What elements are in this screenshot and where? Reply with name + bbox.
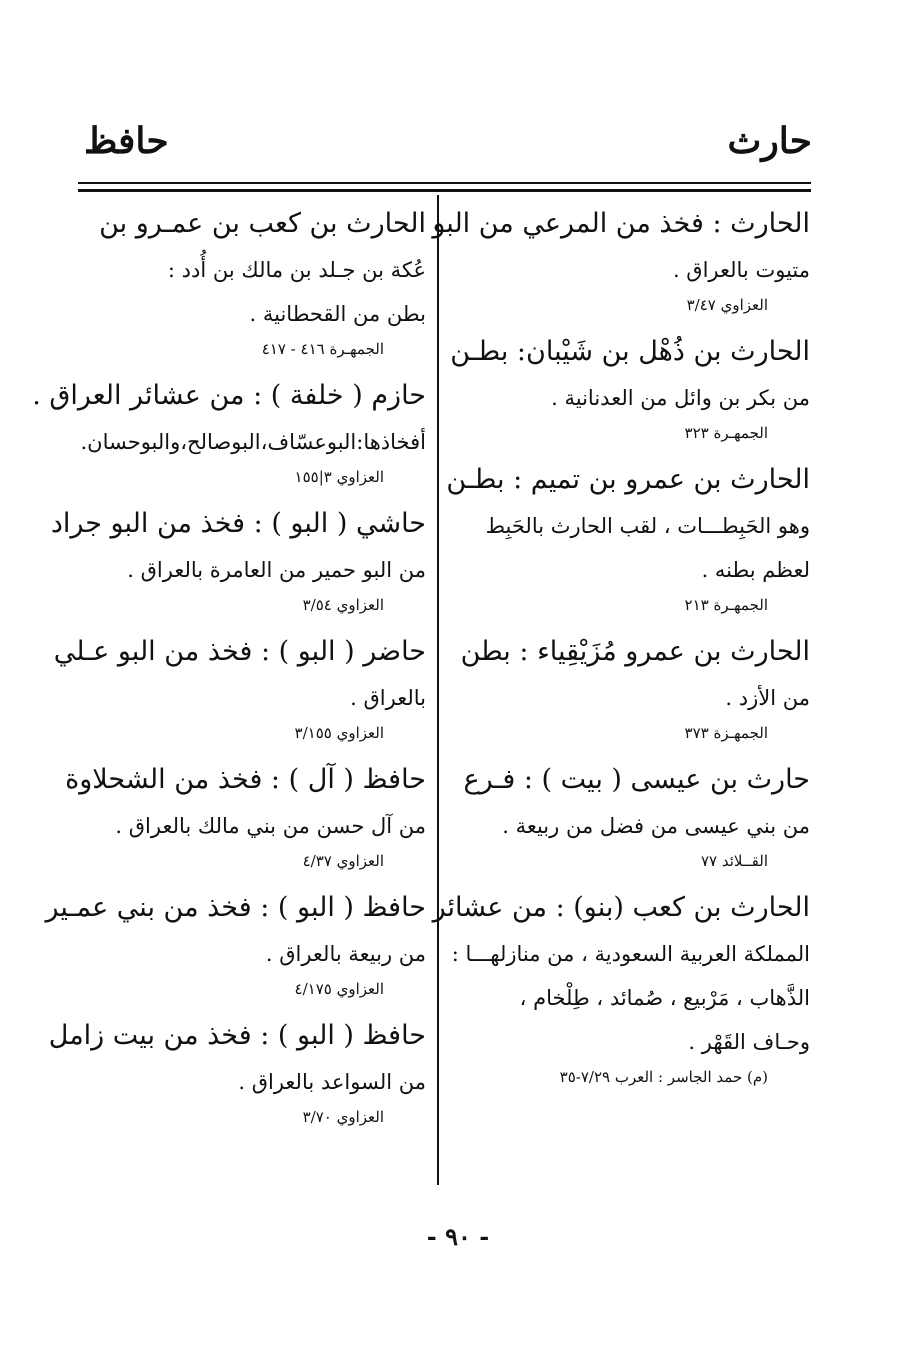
entry-text-line: من البو حمير من العامرة بالعراق . xyxy=(127,558,426,582)
dictionary-entry xyxy=(80,200,426,362)
entry-heading-line: حاضر ( البو ) : فخذ من البو عـلي xyxy=(53,636,426,667)
entry-text-line: بالعراق . xyxy=(350,686,426,710)
entry-heading-line: الحارث : فخذ من المرعي من البو xyxy=(432,208,810,239)
entry-heading-line: الحارث بن كعب بن عمـرو بن xyxy=(99,208,426,239)
entry-reference: العزاوي ٤/٣٧ xyxy=(302,852,384,870)
dictionary-entry xyxy=(65,756,426,874)
dictionary-entry xyxy=(53,628,426,746)
entry-reference: العزاوي ٣/٥٤ xyxy=(302,596,384,614)
entry-reference: الجمهـرة ٢١٣ xyxy=(684,596,768,614)
header-rule-thin xyxy=(78,182,811,184)
entry-text-line: من بكر بن وائل من العدنانية . xyxy=(551,386,810,410)
guide-word-right: حارث xyxy=(727,120,812,162)
entry-heading-line: حازم ( خلفة ) : من عشائر العراق . xyxy=(32,380,426,411)
entry-text-line: عُكة بن جـلد بن مالك بن أُدد : xyxy=(167,258,426,282)
header-rule-thick xyxy=(78,189,811,192)
entry-text-line: وهو الحَبِطـــات ، لقب الحارث بالحَبِط xyxy=(485,514,810,538)
entry-text-line: الذَّهاب ، مَرْبيع ، صُمائد ، طِلْخام ، xyxy=(519,986,810,1010)
entry-heading-line: الحارث بن عمرو مُزَيْقِياء : بطن xyxy=(460,636,810,667)
entry-text-line: بطن من القحطانية . xyxy=(249,302,426,326)
column-divider xyxy=(437,195,439,1185)
entry-text-line: من السواعد بالعراق . xyxy=(238,1070,426,1094)
entry-text-line: من الأزد . xyxy=(725,686,810,710)
entry-heading-line: حافظ ( البو ) : فخذ من بيت زامل xyxy=(48,1020,426,1051)
entry-reference: الجمهـزة ٣٧٣ xyxy=(684,724,768,742)
dictionary-entry xyxy=(432,200,810,318)
entry-reference: العزاوي ٣/٤٧ xyxy=(686,296,768,314)
entry-heading-line: الحارث بن ذُهْل بن شَيْبان: بطـن xyxy=(450,336,810,367)
dictionary-entry xyxy=(50,500,426,618)
entry-heading-line: الحارث بن عمرو بن تميم : بطـن xyxy=(446,464,810,495)
entry-reference: الجمهـرة ٤١٦ - ٤١٧ xyxy=(261,340,384,358)
entry-text-line: من آل حسن من بني مالك بالعراق . xyxy=(115,814,426,838)
dictionary-entry xyxy=(452,628,810,746)
dictionary-entry xyxy=(32,372,426,490)
dictionary-entry xyxy=(446,456,810,618)
entry-reference: الجمهـرة ٣٢٣ xyxy=(684,424,768,442)
entry-reference: (م) حمد الجاسر : العرب ٧/٢٩-٣٥ xyxy=(559,1068,768,1086)
dictionary-entry xyxy=(45,884,426,1002)
entry-heading-line: حافظ ( آل ) : فخذ من الشحلاوة xyxy=(65,764,426,795)
page-number: - ٩٠ - xyxy=(426,1222,490,1251)
entry-reference: العزاوي ٣/١٥٥ xyxy=(294,724,384,742)
entry-heading-line: حارث بن عيسى ( بيت ) : فـرع xyxy=(463,764,810,795)
left-column xyxy=(32,200,426,1140)
entry-text-line: أفخاذها:البوعسّاف،البوصالح،والبوحسان. xyxy=(80,430,426,454)
guide-word-left: حافظ xyxy=(84,120,169,162)
dictionary-entry xyxy=(452,756,810,874)
entry-text-line: من ربيعة بالعراق . xyxy=(265,942,426,966)
entry-heading-line: الحارث بن كعب (بنو) : من عشائر xyxy=(432,892,810,923)
entry-reference: العزاوي ٤/١٧٥ xyxy=(294,980,384,998)
right-column xyxy=(432,200,810,1100)
entry-reference: العزاوي ٣/٧٠ xyxy=(302,1108,384,1126)
entry-text-line: وحـاف القَهْر . xyxy=(688,1030,810,1054)
entry-text-line: المملكة العربية السعودية ، من منازلهـــا : xyxy=(451,942,810,966)
dictionary-entry xyxy=(48,1012,426,1130)
entry-text-line: متيوت بالعراق . xyxy=(672,258,810,282)
entry-text-line: من بني عيسى من فضل من ربيعة . xyxy=(502,814,810,838)
dictionary-entry xyxy=(452,328,810,446)
entry-text-line: لعظم بطنه . xyxy=(701,558,810,582)
dictionary-entry xyxy=(432,884,810,1090)
entry-heading-line: حاشي ( البو ) : فخذ من البو جراد xyxy=(50,508,426,539)
entry-reference: القــلائد ٧٧ xyxy=(700,852,768,870)
entry-heading-line: حافظ ( البو ) : فخذ من بني عمـير xyxy=(45,892,426,923)
entry-reference: العزاوي ٣|١٥٥ xyxy=(294,468,384,486)
